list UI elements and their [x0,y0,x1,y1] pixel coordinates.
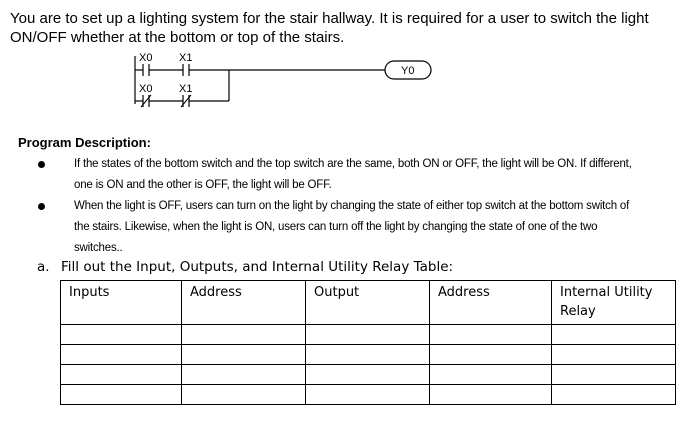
contact-x1-normally-closed [179,83,192,107]
contact-label-x1-nc: X1 [179,83,193,95]
contact-x0-normally-open [139,52,152,76]
question-text: Fill out the Input, Outputs, and Internal Utility Relay Table: [61,259,454,275]
table-cell[interactable] [552,365,676,385]
table-cell[interactable] [552,345,676,365]
contact-x1-normally-open [179,52,192,76]
table-cell[interactable] [552,385,676,405]
table-cell[interactable] [306,365,430,385]
table-cell[interactable] [61,385,182,405]
table-cell[interactable] [182,345,306,365]
bullet-icon [38,161,45,168]
table-row [61,385,676,405]
coil-y0 [385,61,431,79]
table-cell[interactable] [306,325,430,345]
table-cell[interactable] [430,345,552,365]
question-letter: a. [37,259,50,275]
contact-label-x0: X0 [139,52,153,64]
coil-label-y0: Y0 [401,65,415,77]
table-cell[interactable] [182,365,306,385]
header-output: Output [306,281,430,325]
list-item: If the states of the bottom switch and the top switch are the same, both ON or OFF, the light will be ON. If different, one is ON and the other is OFF, the light will be OFF. [38,154,638,196]
table-header-row [61,281,676,325]
table-cell[interactable] [430,365,552,385]
table-cell[interactable] [61,325,182,345]
table-cell[interactable] [306,345,430,365]
header-internal-utility-relay: Internal Utility Relay [552,281,676,325]
table-cell[interactable] [182,385,306,405]
io-relay-table [60,280,676,405]
table-cell[interactable] [430,385,552,405]
table-row [61,365,676,385]
table-row [61,345,676,365]
contact-x0-normally-closed [139,83,152,107]
table-cell[interactable] [552,325,676,345]
header-inputs: Inputs [61,281,182,325]
table-cell[interactable] [61,365,182,385]
table-cell[interactable] [61,345,182,365]
contact-label-x1: X1 [179,52,193,64]
problem-statement: You are to set up a lighting system for the stair hallway. It is required for a user to switch the light ON/OFF whether at the bottom or top of the stairs. [10,10,649,46]
question-a [37,259,453,275]
table-cell[interactable] [430,325,552,345]
list-item: When the light is OFF, users can turn on the light by changing the state of either top switch at the bottom switch of the stairs. Likewise, when the light is ON, users can turn off the light by changing the state of one of the two switches.. [38,196,638,259]
contact-label-x0-nc: X0 [139,83,153,95]
table-row [61,325,676,345]
program-description-title: Program Description: [18,135,151,150]
header-address: Address [182,281,306,325]
ladder-diagram [125,52,445,112]
table-cell[interactable] [306,385,430,405]
bullet-icon [38,203,45,210]
program-description-list [38,154,638,259]
table-cell[interactable] [182,325,306,345]
header-address: Address [430,281,552,325]
